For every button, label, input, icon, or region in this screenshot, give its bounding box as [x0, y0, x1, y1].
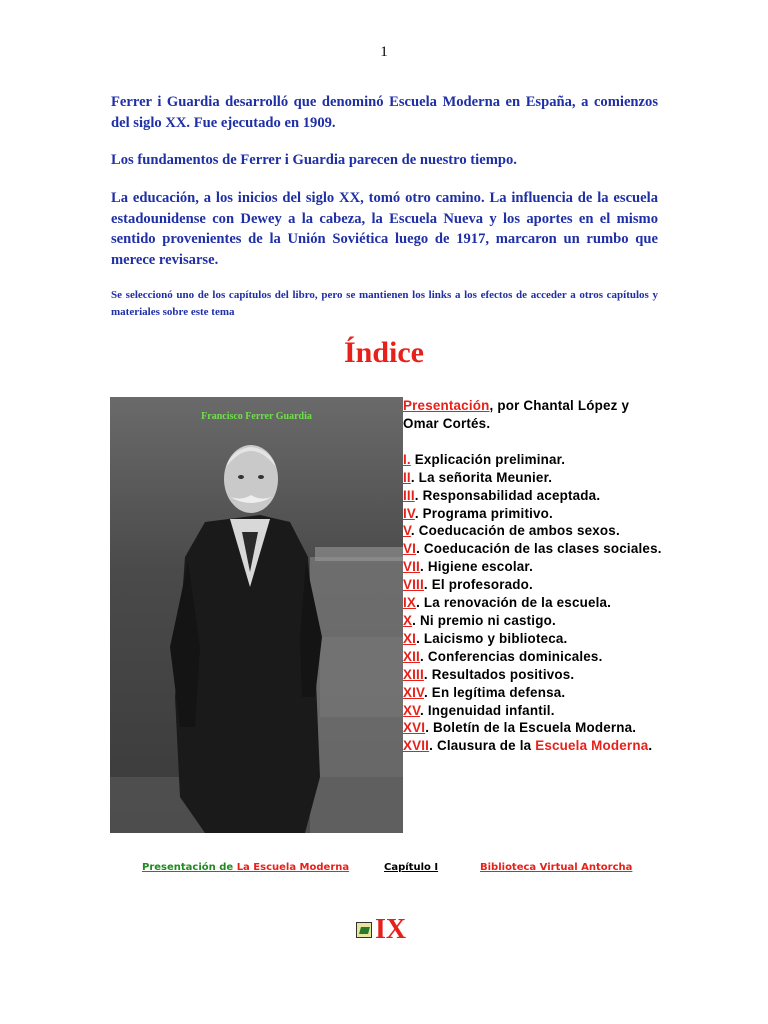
- toc-link-chapter-5[interactable]: V: [403, 523, 411, 539]
- toc-item-title: . Programa primitivo.: [414, 505, 553, 521]
- portrait-figure: [110, 397, 403, 833]
- toc-item-title: . Clausura de la: [429, 738, 536, 754]
- book-icon[interactable]: [356, 922, 372, 938]
- toc-item-title: Explicación preliminar.: [410, 451, 566, 467]
- toc-presentation: [403, 397, 665, 433]
- toc-link-chapter-2[interactable]: II: [403, 469, 411, 485]
- portrait-image: [110, 397, 403, 833]
- toc-item: [403, 612, 665, 630]
- toc-item-title: . El profesorado.: [423, 577, 533, 593]
- toc-link-chapter-17[interactable]: XVII: [403, 738, 430, 754]
- toc-item: [403, 522, 665, 540]
- portrait-caption: Francisco Ferrer Guardia: [201, 411, 312, 422]
- toc-item-title: . Boletín de la Escuela Moderna.: [425, 720, 637, 736]
- intro-paragraph-1: Ferrer i Guardia desarrolló que denominó Escuela Moderna en España, a comienzos del siglo XX. Fue ejecutado en 1909.: [111, 94, 658, 131]
- toc-link-chapter-8[interactable]: VIII: [403, 577, 424, 593]
- nav-presentation-highlight: La Escuela Moderna: [236, 862, 350, 873]
- toc-item-title: . La señorita Meunier.: [410, 469, 553, 485]
- toc-item-title: . Ingenuidad infantil.: [420, 702, 555, 718]
- toc-item-title: . En legítima defensa.: [423, 684, 566, 700]
- toc-item: [403, 487, 665, 505]
- toc-link-chapter-15[interactable]: XV: [403, 702, 421, 718]
- table-of-contents: [403, 397, 665, 755]
- toc-item: [403, 719, 665, 737]
- selection-note: Se seleccionó uno de los capítulos del libro, pero se mantienen los links a los efectos de acceder a otros capítulos y materiales sobre este tema: [111, 289, 658, 318]
- intro-paragraph-2: Los fundamentos de Ferrer i Guardia parecen de nuestro tiempo.: [111, 152, 517, 168]
- page-number: 1: [380, 44, 388, 60]
- toc-item: [403, 505, 665, 523]
- toc-presentation-authors: , por Chantal López y Omar Cortés.: [403, 398, 630, 431]
- toc-link-chapter-14[interactable]: XIV: [403, 684, 424, 700]
- toc-item-suffix: .: [648, 738, 653, 754]
- toc-item: [403, 630, 665, 648]
- toc-item-title: . Ni premio ni castigo.: [412, 612, 556, 628]
- toc-link-chapter-13[interactable]: XIII: [403, 666, 424, 682]
- toc-item: [403, 648, 665, 666]
- toc-item-title: . Conferencias dominicales.: [419, 648, 603, 664]
- toc-item: [403, 576, 665, 594]
- toc-item: [403, 540, 665, 558]
- nav-link-library[interactable]: Biblioteca Virtual Antorcha: [480, 862, 633, 873]
- toc-item: [403, 558, 665, 576]
- toc-item-title: . Coeducación de ambos sexos.: [410, 523, 620, 539]
- toc-link-chapter-9[interactable]: IX: [403, 595, 417, 611]
- toc-item: [403, 666, 665, 684]
- toc-item-title: . Coeducación de las clases sociales.: [416, 541, 662, 557]
- index-title: Índice: [343, 336, 424, 369]
- chapter-heading: [356, 914, 406, 946]
- toc-link-chapter-7[interactable]: VII: [403, 559, 420, 575]
- toc-link-presentation[interactable]: Presentación: [403, 398, 490, 413]
- chapter-title: IX: [375, 914, 407, 945]
- toc-link-chapter-10[interactable]: X: [403, 612, 413, 628]
- toc-item: [403, 737, 665, 755]
- toc-link-chapter-1[interactable]: I.: [403, 451, 411, 467]
- toc-item: [403, 469, 665, 487]
- toc-item-title: . La renovación de la escuela.: [416, 595, 612, 611]
- toc-item-title: . Responsabilidad aceptada.: [414, 487, 601, 503]
- toc-item-title: . Resultados positivos.: [423, 666, 575, 682]
- toc-link-chapter-4[interactable]: IV: [403, 505, 415, 521]
- toc-highlight-escuela-moderna: Escuela Moderna: [535, 738, 649, 754]
- footer-navigation: [0, 862, 768, 878]
- toc-link-chapter-11[interactable]: XI: [403, 630, 417, 646]
- toc-item-title: . Laicismo y biblioteca.: [416, 630, 568, 646]
- intro-paragraph-3: La educación, a los inicios del siglo XX, tomó otro camino. La influencia de la escuela estadounidense con Dewey a la cabeza, la Escuela Nueva y los aportes en el mismo sentido provenientes de la Unión Soviética luego de 1917, marcaron un rumbo que merece revisarse.: [111, 190, 658, 268]
- toc-link-chapter-3[interactable]: III: [403, 487, 415, 503]
- toc-link-chapter-16[interactable]: XVI: [403, 720, 426, 736]
- toc-item: [403, 702, 665, 720]
- nav-link-chapter-1[interactable]: Capítulo I: [384, 862, 439, 873]
- nav-link-presentation[interactable]: [142, 862, 349, 873]
- nav-presentation-prefix: Presentación de: [142, 862, 237, 873]
- toc-item: [403, 684, 665, 702]
- toc-link-chapter-12[interactable]: XII: [403, 648, 420, 664]
- toc-link-chapter-6[interactable]: VI: [403, 541, 417, 557]
- toc-item-title: . Higiene escolar.: [419, 559, 533, 575]
- toc-item: [403, 594, 665, 612]
- toc-item: [403, 451, 665, 469]
